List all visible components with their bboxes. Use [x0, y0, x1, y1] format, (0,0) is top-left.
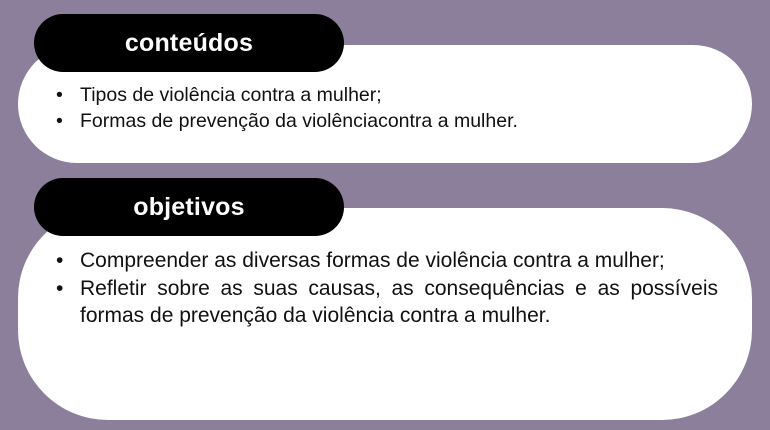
- conteudos-title-text: conteúdos: [124, 28, 254, 57]
- list-item-text: Refletir sobre as suas causas, as consequências e as possíveis formas de prevenção da violência contra a mulher.: [80, 276, 718, 327]
- objetivos-title-text: objetivos: [133, 192, 245, 221]
- bullet-icon: •: [56, 276, 64, 300]
- list-item: [48, 276, 718, 330]
- list-item-text: Compreender as diversas formas de violência contra a mulher;: [80, 249, 665, 272]
- objetivos-card: [18, 208, 752, 420]
- list-item: [48, 248, 718, 275]
- list-item-text: Tipos de violência contra a mulher;: [80, 84, 382, 106]
- conteudos-title-pill: [34, 14, 344, 72]
- bullet-icon: •: [56, 84, 63, 106]
- conteudos-list: [48, 83, 718, 134]
- list-item: [48, 109, 718, 134]
- bullet-icon: •: [56, 109, 63, 132]
- bullet-icon: •: [56, 249, 64, 272]
- list-item: [48, 83, 718, 108]
- list-item-text: Formas de prevenção da violênciacontra a mulher.: [80, 109, 518, 132]
- objetivos-list: [48, 248, 718, 330]
- objetivos-title-pill: [34, 178, 344, 236]
